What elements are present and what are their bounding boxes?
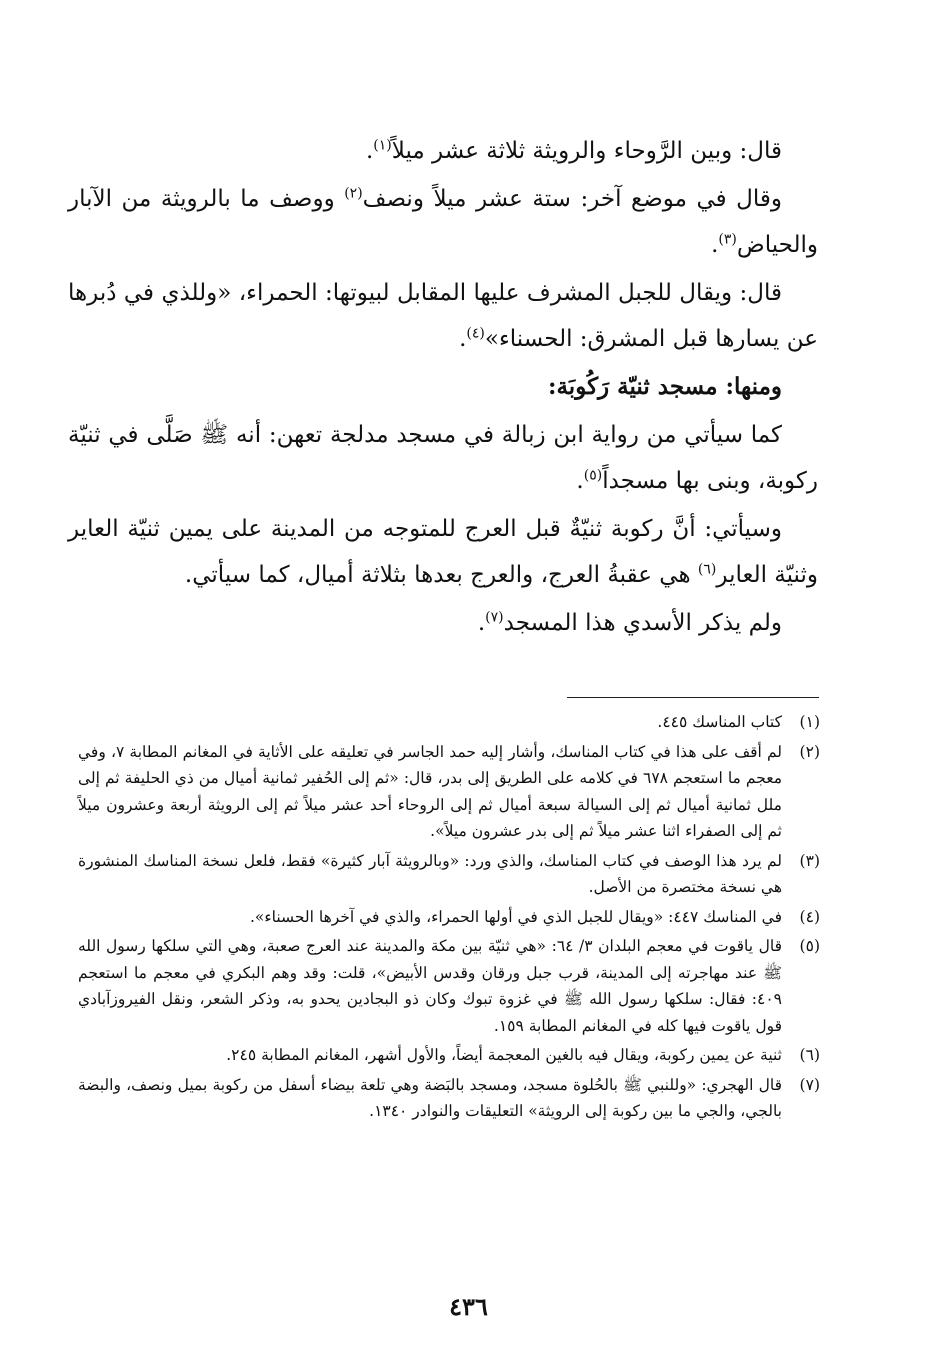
footnote — [78, 1072, 820, 1125]
paragraph-1-end: . — [365, 138, 374, 164]
paragraph-6-text-a: وسيأتي: أنَّ ركوبة ثنيّةٌ قبل العرج للمتوجه من المدينة على يمين ثنيّة العاير وثنيّة العاير — [68, 516, 818, 588]
footnote — [78, 1042, 820, 1069]
paragraph-7-end: . — [477, 610, 486, 636]
footnotes — [78, 709, 820, 1128]
paragraph-2-end: . — [711, 232, 719, 258]
main-body-text — [68, 128, 818, 648]
footnote — [78, 904, 820, 931]
footnote-number: (٧) — [799, 1075, 820, 1094]
footnote-ref-4[interactable]: (٤) — [466, 325, 485, 342]
footnote-number: (٢) — [799, 742, 820, 761]
footnote-number: (٤) — [799, 907, 820, 926]
footnote-number: (٥) — [799, 937, 820, 955]
paragraph-7 — [68, 600, 818, 646]
footnote-text: كتاب المناسك ٤٤٥. — [657, 713, 782, 731]
paragraph-5 — [68, 412, 818, 504]
footnote — [78, 709, 820, 736]
paragraph-3-text: قال: ويقال للجبل المشرف عليها المقابل لبيوتها: الحمراء، «وللذي في دُبرها عن يسارها قبل المشرق: الحسناء» — [68, 280, 818, 352]
footnote — [78, 739, 820, 845]
footnote-ref-6[interactable]: (٦) — [697, 561, 717, 578]
paragraph-5-text: كما سيأتي من رواية ابن زبالة في مسجد مدلجة تعهن: أنه ﷺ صَلَّى في ثنيّة ركوبة، وبنى بها مسجداً — [68, 422, 818, 494]
paragraph-1 — [68, 128, 818, 174]
footnote — [78, 848, 820, 901]
paragraph-2-text-b: ووصف ما بالرويثة من الآبار والحياض — [68, 186, 818, 258]
paragraph-2-text-a: وقال في موضع آخر: ستة عشر ميلاً ونصف — [362, 186, 782, 212]
paragraph-2 — [68, 176, 818, 268]
footnote-number: (٦) — [799, 1046, 820, 1064]
paragraph-7-text: ولم يذكر الأسدي هذا المسجد — [503, 610, 782, 636]
footnote-ref-7[interactable]: (٧) — [485, 609, 504, 626]
section-heading: ومنها: مسجد ثنيّة رَكُوبَة: — [547, 373, 782, 400]
paragraph-3-end: . — [459, 326, 467, 352]
footnote-text: لم أقف على هذا في كتاب المناسك، وأشار إليه حمد الجاسر في تعليقه على الأثاية في المغانم المطابة ٧، وفي معجم ما استعجم ٦٧٨ في كلامه على الطريق إلى بدر، قال: «ثم إلى الحُفير ثمانية أميال من ذي الحليفة ثم إلى ملل ثمانية أميال ثم إلى السيالة سبعة أميال ثم إلى الروحاء أحد عشر ميلاً ثم إلى الرويثة أربعة وعشرون ميلاً ثم إلى الصفراء اثنا عشر ميلاً ثم إلى بدر عشرون ميلاً». — [78, 742, 783, 840]
footnote-text: لم يرد هذا الوصف في كتاب المناسك، والذي ورد: «وبالرويثة آبار كثيرة» فقط، فلعل نسخة المناسك المنشورة هي نسخة مختصرة من الأصل. — [78, 851, 782, 896]
footnote-text: قال ياقوت في معجم البلدان ٣/ ٦٤: «هي ثنيّة بين مكة والمدينة عند العرج صعبة، وهي التي سلكها رسول الله ﷺ عند مهاجرته إلى المدينة، قرب جبل ورقان وقدس الأبيض»، قلت: وقد وهم البكري في معجم ما استعجم ٤٠٩: فقال: سلكها رسول الله ﷺ في غزوة تبوك وكان ذو البجادين يحدو به، وذكر الشعر، ونقل الفيروزآبادي قول ياقوت فيها كله في المغانم المطابة ١٥٩. — [78, 937, 782, 1035]
footnote-ref-5[interactable]: (٥) — [583, 467, 603, 484]
footnote-ref-1[interactable]: (١) — [373, 137, 392, 154]
footnote-number: (١) — [799, 713, 820, 731]
footnote-text: في المناسك ٤٤٧: «ويقال للجبل الذي في أولها الحمراء، والذي في آخرها الحسناء». — [249, 907, 782, 926]
page-number: ٤٣٦ — [449, 1292, 488, 1321]
footnote-text: ثنية عن يمين ركوبة، ويقال فيه بالغين المعجمة أيضاً، والأول أشهر، المغانم المطابة ٢٤٥. — [226, 1046, 782, 1064]
paragraph-6 — [68, 506, 818, 598]
footnote — [78, 933, 820, 1039]
paragraph-5-end: . — [576, 468, 584, 494]
paragraph-3 — [68, 270, 818, 362]
footnote-ref-3[interactable]: (٣) — [718, 231, 737, 248]
paragraph-1-text: قال: وبين الرَّوحاء والرويثة ثلاثة عشر ميلاً — [391, 138, 782, 164]
footnote-text: قال الهجري: «وللنبي ﷺ بالحُلوة مسجد، ومسجد بالبَضة وهي تلعة بيضاء أسفل من ركوبة بميل ونصف، والبضة بالجي، والجي ما بين ركوبة إلى الرويثة» التعليقات والنوادر ١٣٤٠. — [78, 1075, 782, 1120]
footnote-ref-2[interactable]: (٢) — [344, 185, 363, 202]
paragraph-6-text-b: هي عقبةُ العرج، والعرج بعدها بثلاثة أميال، كما سيأتي. — [184, 562, 698, 588]
footnote-divider — [567, 697, 819, 698]
footnote-number: (٣) — [799, 851, 820, 870]
